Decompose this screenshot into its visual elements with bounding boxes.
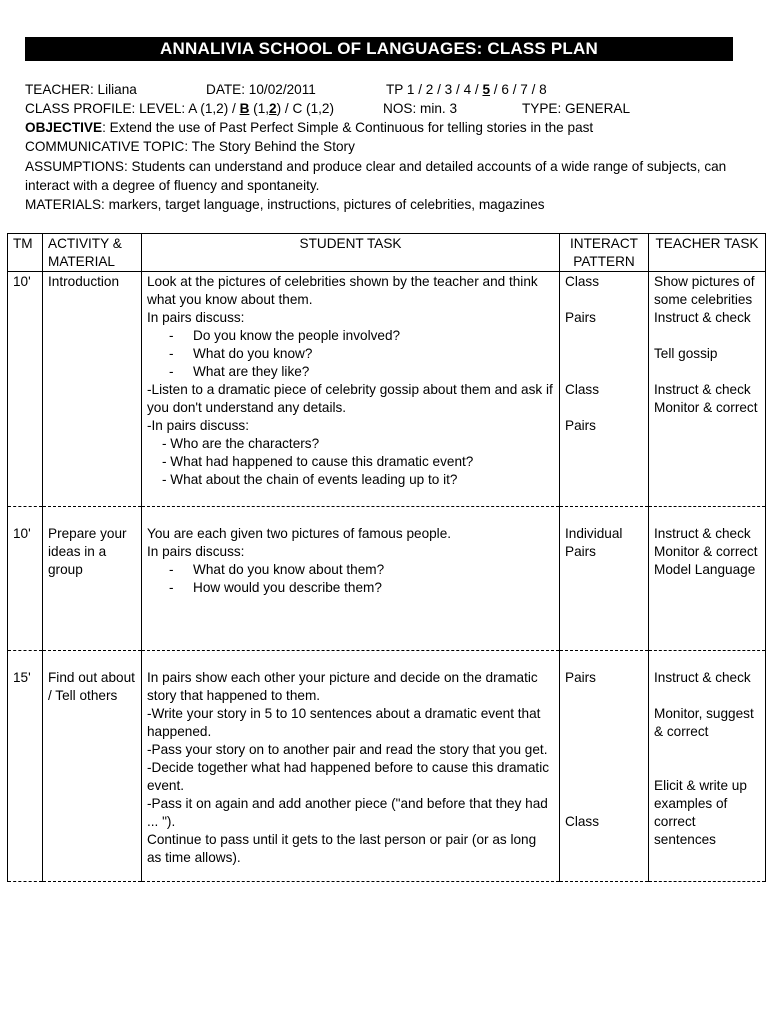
- student-task-text: -Decide together what had happened before to cause this dramatic event.: [147, 760, 550, 793]
- class-profile-field: [25, 101, 334, 116]
- bullet-item: - How would you describe them?: [169, 580, 382, 595]
- col-teacher-task-header: TEACHER TASK: [649, 234, 766, 272]
- question-text: - Who are the characters?: [162, 436, 320, 451]
- tp-field: [386, 80, 547, 99]
- col-interact-header: INTERACT PATTERN: [560, 234, 649, 272]
- student-task-text: -Listen to a dramatic piece of celebrity gossip about them and ask if you don't understand any details.: [147, 382, 553, 415]
- topic-line: COMMUNICATIVE TOPIC: The Story Behind the Story: [25, 139, 355, 154]
- student-task-text: -Pass it on again and add another piece ("and before that they had ... ").: [147, 796, 548, 829]
- teacher-task-text: Monitor, suggest & correct: [654, 706, 754, 739]
- interact-text: Class: [565, 814, 599, 829]
- student-task-text: Look at the pictures of celebrities shown by the teacher and think what you know about them.: [147, 274, 538, 307]
- tp-suffix: / 6 / 7 / 8: [490, 82, 547, 97]
- table-row: [8, 507, 766, 651]
- interact-text: Pairs: [565, 418, 596, 433]
- teacher-field: TEACHER: Liliana: [25, 82, 137, 97]
- student-task-text: In pairs show each other your picture and decide on the dramatic story that happened to them.: [147, 670, 538, 703]
- materials-line: MATERIALS: markers, target language, instructions, pictures of celebrities, magazines: [25, 197, 545, 212]
- interact-cell: [560, 651, 649, 882]
- col-activity-header: ACTIVITY & MATERIAL: [43, 234, 142, 272]
- interact-cell: [560, 507, 649, 651]
- interact-text: Pairs: [565, 544, 596, 559]
- table-row: [8, 651, 766, 882]
- table-header-row: [8, 234, 766, 272]
- teacher-task-text: Show pictures of some celebrities: [654, 274, 755, 307]
- header-line-2: [25, 99, 735, 118]
- student-task-text: Continue to pass until it gets to the last person or pair (or as long as time allows).: [147, 832, 537, 865]
- tm-cell: 10': [8, 507, 43, 651]
- student-task-text: -In pairs discuss:: [147, 418, 249, 433]
- student-task-cell: [142, 507, 560, 651]
- interact-text: Class: [565, 274, 599, 289]
- question-text: - What about the chain of events leading up to it?: [162, 472, 458, 487]
- teacher-task-text: Tell gossip: [654, 346, 718, 361]
- profile-prefix: CLASS PROFILE: LEVEL: A (1,2) /: [25, 101, 240, 116]
- objective-text: : Extend the use of Past Perfect Simple & Continuous for telling stories in the past: [102, 120, 594, 135]
- activity-cell: Introduction: [43, 272, 142, 507]
- teacher-task-cell: [649, 507, 766, 651]
- teacher-task-text: Instruct & check: [654, 382, 751, 397]
- header-line-1: [25, 80, 735, 99]
- teacher-task-text: Instruct & check: [654, 310, 751, 325]
- bullet-item: - What do you know?: [169, 346, 313, 361]
- tp-selected: 5: [482, 82, 491, 97]
- interact-text: Pairs: [565, 670, 596, 685]
- bullet-text: What do you know?: [193, 346, 313, 361]
- interact-text: Pairs: [565, 310, 596, 325]
- student-task-text: In pairs discuss:: [147, 310, 245, 325]
- interact-text: Class: [565, 382, 599, 397]
- bullet-text: Do you know the people involved?: [193, 328, 401, 343]
- teacher-task-text: Instruct & check: [654, 670, 751, 685]
- interact-cell: [560, 272, 649, 507]
- objective-label: OBJECTIVE: [25, 120, 103, 135]
- activity-cell: Find out about / Tell others: [43, 651, 142, 882]
- bullet-text: What are they like?: [193, 364, 310, 379]
- profile-b-open: (1,: [249, 101, 270, 116]
- class-plan-table: [7, 233, 766, 882]
- bullet-text: How would you describe them?: [193, 580, 382, 595]
- teacher-task-text: Model Language: [654, 562, 756, 577]
- tp-prefix: TP 1 / 2 / 3 / 4 /: [386, 82, 483, 97]
- type-field: TYPE: GENERAL: [522, 101, 631, 116]
- profile-b-selected: 2: [269, 101, 277, 116]
- objective-line: [25, 118, 593, 137]
- question-text: - What had happened to cause this dramatic event?: [162, 454, 474, 469]
- teacher-task-text: Instruct & check: [654, 526, 751, 541]
- bullet-item: - Do you know the people involved?: [169, 328, 401, 343]
- student-task-text: In pairs discuss:: [147, 544, 245, 559]
- tm-cell: 10': [8, 272, 43, 507]
- tm-cell: 15': [8, 651, 43, 882]
- profile-level-b: B: [239, 101, 250, 116]
- teacher-task-text: Monitor & correct: [654, 544, 758, 559]
- teacher-task-text: Monitor & correct: [654, 400, 758, 415]
- table-row: [8, 272, 766, 507]
- student-task-text: -Pass your story on to another pair and read the story that you get.: [147, 742, 548, 757]
- bullet-item: - What do you know about them?: [169, 562, 385, 577]
- teacher-task-text: Elicit & write up examples of correct sentences: [654, 778, 747, 847]
- student-task-cell: [142, 272, 560, 507]
- interact-text: Individual: [565, 526, 623, 541]
- nos-field: NOS: min. 3: [383, 101, 458, 116]
- page-title: ANNALIVIA SCHOOL OF LANGUAGES: CLASS PLAN: [25, 37, 733, 61]
- bullet-item: - What are they like?: [169, 364, 310, 379]
- assumptions-line: ASSUMPTIONS: Students can understand and produce clear and detailed accounts of a wide range of subjects, can interact with a degree of fluency and spontaneity.: [25, 159, 727, 193]
- date-field: DATE: 10/02/2011: [206, 82, 316, 97]
- student-task-text: You are each given two pictures of famous people.: [147, 526, 452, 541]
- col-student-task-header: STUDENT TASK: [142, 234, 560, 272]
- student-task-text: -Write your story in 5 to 10 sentences about a dramatic event that happened.: [147, 706, 541, 739]
- bullet-text: What do you know about them?: [193, 562, 385, 577]
- col-tm-header: TM: [8, 234, 43, 272]
- profile-b-close: ) / C (1,2): [276, 101, 335, 116]
- teacher-task-cell: [649, 272, 766, 507]
- student-task-cell: [142, 651, 560, 882]
- activity-cell: Prepare your ideas in a group: [43, 507, 142, 651]
- teacher-task-cell: [649, 651, 766, 882]
